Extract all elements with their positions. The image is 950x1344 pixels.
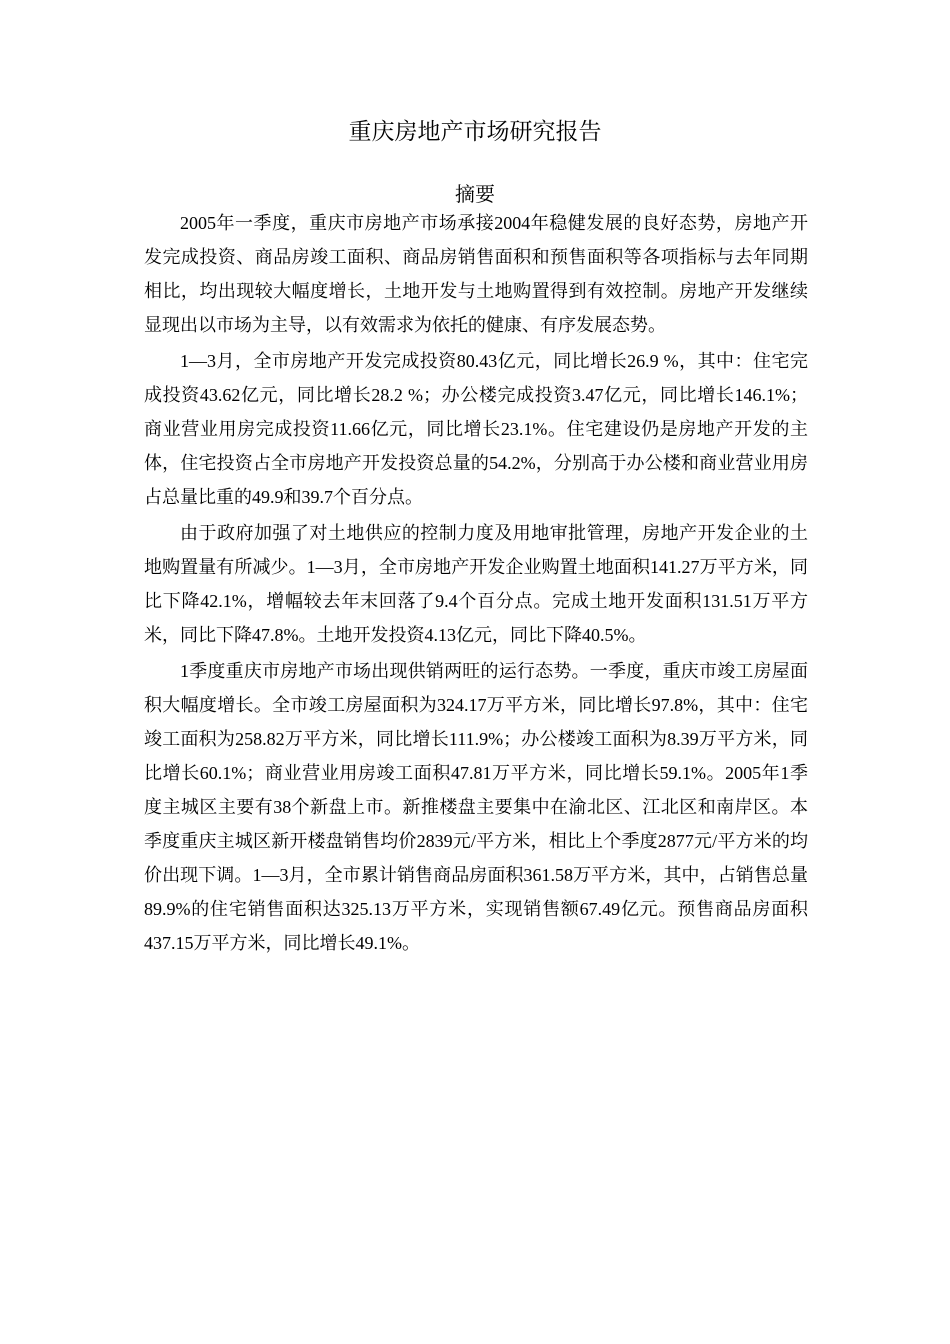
paragraph: 1季度重庆市房地产市场出现供销两旺的运行态势。一季度，重庆市竣工房屋面积大幅度增长。全市竣工房屋面积为324.17万平方米，同比增长97.8%，其中：住宅竣工面积为258.82万平方米，同比增长111.9%；办公楼竣工面积为8.39万平方米，同比增长60.1%；商业营业用房竣工面积47.81万平方米，同比增长59.1%。2005年1季度主城区主要有38个新盘上市。新推楼盘主要集中在渝北区、江北区和南岸区。本季度重庆主城区新开楼盘销售均价2839元/平方米，相比上个季度2877元/平方米的均价出现下调。1—3月，全市累计销售商品房面积361.58万平方米，其中，占销售总量89.9%的住宅销售面积达325.13万平方米，实现销售额67.49亿元。预售商品房面积437.15万平方米，同比增长49.1%。 [144, 661, 808, 953]
paragraph: 2005年一季度，重庆市房地产市场承接2004年稳健发展的良好态势，房地产开发完成投资、商品房竣工面积、商品房销售面积和预售面积等各项指标与去年同期相比，均出现较大幅度增长，土地开发与土地购置得到有效控制。房地产开发继续显现出以市场为主导，以有效需求为依托的健康、有序发展态势。 [144, 213, 808, 335]
document-title: 重庆房地产市场研究报告 [348, 119, 602, 145]
paragraph: 1—3月，全市房地产开发完成投资80.43亿元，同比增长26.9 %，其中：住宅完成投资43.62亿元，同比增长28.2 %；办公楼完成投资3.47亿元，同比增长146.1%；商业营业用房完成投资11.66亿元，同比增长23.1%。住宅建设仍是房地产开发的主体，住宅投资占全市房地产开发投资总量的54.2%，分别高于办公楼和商业营业用房占总量比重的49.9和39.7个百分点。 [144, 351, 808, 507]
paragraph: 由于政府加强了对土地供应的控制力度及用地审批管理，房地产开发企业的土地购置量有所减少。1—3月，全市房地产开发企业购置土地面积141.27万平方米，同比下降42.1%，增幅较去年末回落了9.4个百分点。完成土地开发面积131.51万平方米，同比下降47.8%。土地开发投资4.13亿元，同比下降40.5%。 [144, 523, 808, 645]
abstract-heading: 摘要 [455, 184, 495, 206]
abstract-body [144, 206, 808, 960]
